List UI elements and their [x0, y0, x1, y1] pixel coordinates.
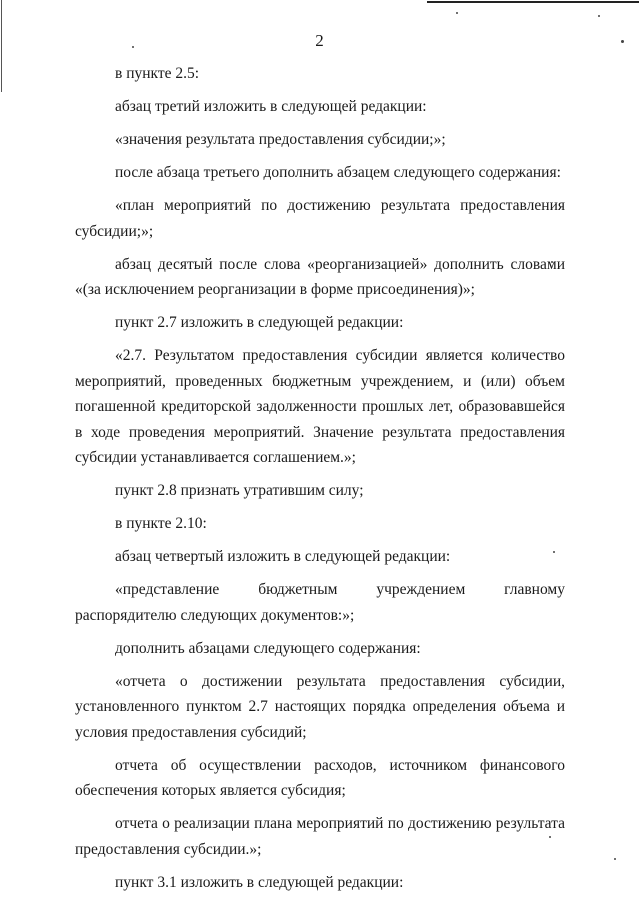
document-body: [75, 61, 565, 903]
paragraph: отчета об осуществлении расходов, источником финансового обеспечения которых является субсидия;: [75, 756, 565, 799]
paragraph: «представление бюджетным учреждением главному распорядителю следующих документов:»;: [75, 581, 565, 624]
paragraph: пункт 3.1 изложить в следующей редакции:: [115, 873, 404, 891]
paragraph: отчета о реализации плана мероприятий по достижению результата предоставления субсидии.»;: [75, 815, 565, 858]
paragraph: пункт 2.7 изложить в следующей редакции:: [115, 314, 404, 331]
scan-speck: [614, 858, 616, 860]
paragraph: «план мероприятий по достижению результата предоставления субсидии;»;: [75, 197, 565, 240]
page-number: 2: [315, 31, 324, 50]
paragraph: «2.7. Результатом предоставления субсидии является количество мероприятий, проведенных бюджетным учреждением, и (или) объем погашенной кредиторской задолженности прошлых лет, образовавшейся в ходе проведения мероприятий. Значение результата предоставления субсидии устанавливается соглашением.»;: [75, 347, 565, 466]
paragraph: абзац четвертый изложить в следующей редакции:: [115, 548, 451, 565]
paragraph: в пункте 2.5:: [115, 65, 200, 82]
paragraph: абзац десятый после слова «реорганизацией» дополнить словами «(за исключением реорганизации в форме присоединения)»;: [75, 255, 565, 298]
paragraph: пункт 2.8 признать утратившим силу;: [115, 482, 364, 499]
paragraph: «значения результата предоставления субсидии;»;: [115, 131, 446, 148]
paragraph: абзац третий изложить в следующей редакции:: [115, 98, 427, 115]
top-edge-rule: [427, 1, 639, 3]
paragraph: дополнить абзацами следующего содержания:: [115, 639, 421, 657]
paragraph: «отчета о достижении результата предоставления субсидии, установленного пунктом 2.7 настоящих порядка определения объема и условия предоставления субсидий;: [75, 672, 565, 741]
scan-speck: [598, 15, 600, 17]
scan-speck: [456, 12, 458, 14]
paragraph: после абзаца третьего дополнить абзацем следующего содержания:: [115, 164, 561, 181]
paragraph: в пункте 2.10:: [115, 515, 207, 532]
